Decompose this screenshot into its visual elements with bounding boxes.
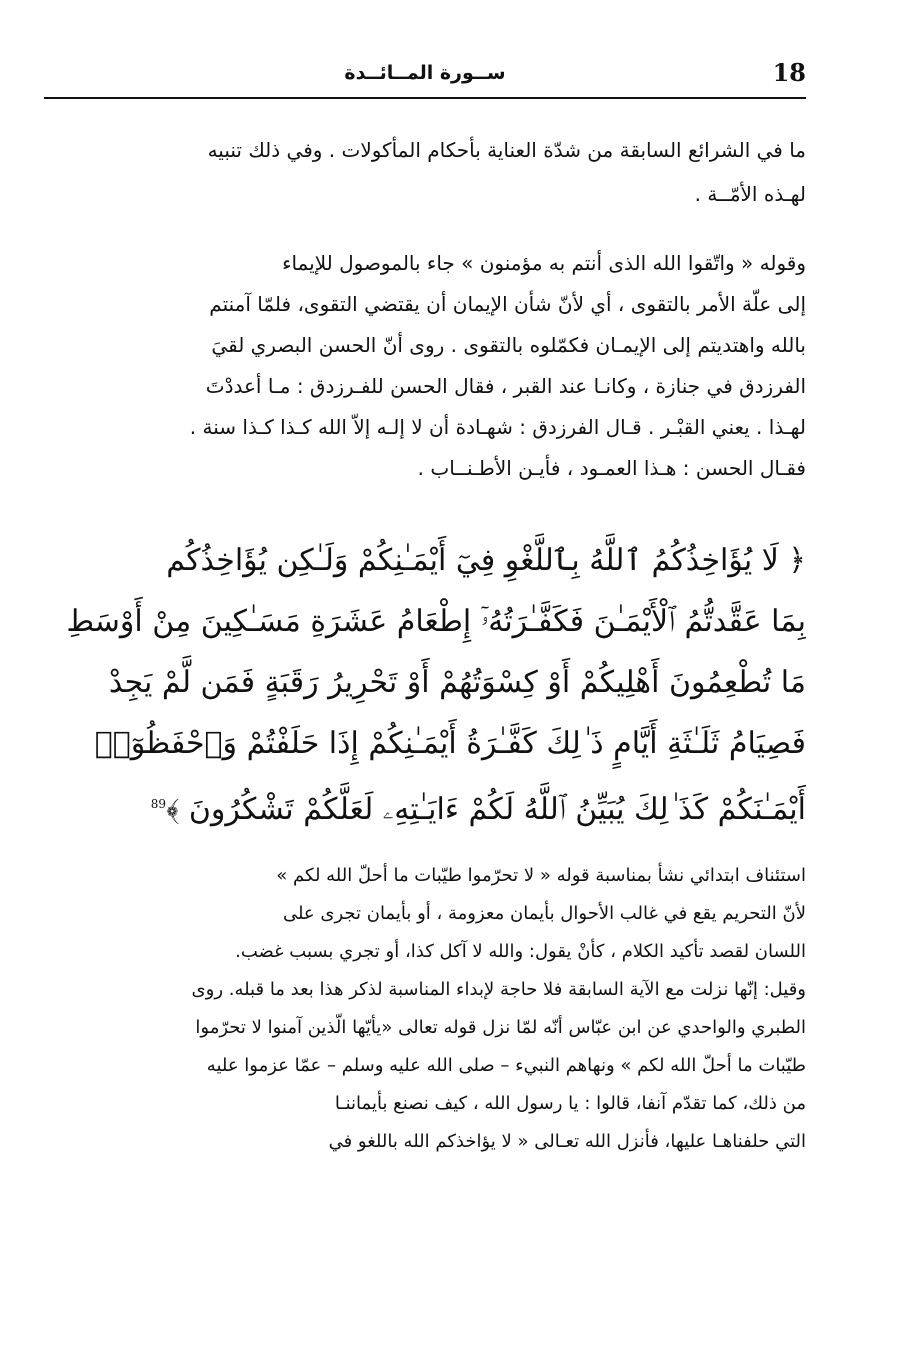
text-line: إلى علّة الأمر بالتقوى ، أي لأنّ شأن الإيمان أن يقتضي التقوى، فلمّا آمنتم [209,292,806,316]
commentary-paragraph-2 [44,857,806,1161]
verse-number: 89 [150,797,167,811]
verse-line: فَصِيَامُ ثَلَـٰثَةِ أَيَّامٍ ذَ ٰلِكَ كَفَّـٰرَةُ أَيْمَـٰنِكُمْ إِذَا حَلَفْتُمْ وَٱحْفَظُوٓا۟ [94,726,806,761]
text-line: اللسان لقصد تأكيد الكلام ، كأنْ يقول: والله لا آكل كذا، أو تجري بسبب غضب. [235,941,806,962]
intro-paragraph [44,128,806,216]
text-line: بالله واهتديتم إلى الإيمـان فكمّلوه بالتقوى . روى أنّ الحسن البصري لقيَ [211,333,806,357]
page-number: 18 [772,58,806,87]
verse-text: أَيْمَـٰنَكُمْ كَذَ ٰلِكَ يُبَيِّنُ ٱللَّهُ لَكُمْ ءَايَـٰتِهِۦ لَعَلَّكُمْ تَشْكُرُونَ ﴾ [166,792,806,827]
commentary-paragraph-1 [44,243,806,489]
text-line: ما في الشرائع السابقة من شدّة العناية بأحكام المأكولات . وفي ذلك تنبيه [207,138,806,162]
header-divider [44,97,806,99]
verse-line: ﴿ لَا يُؤَاخِذُكُمُ ٱللَّهُ بِٱللَّغْوِ فِيٓ أَيْمَـٰنِكُمْ وَلَـٰكِن يُؤَاخِذُكُم [166,543,806,578]
running-title: ســورة المــائــدة [344,62,506,84]
verse-line: مَا تُطْعِمُونَ أَهْلِيكُمْ أَوْ كِسْوَتُهُمْ أَوْ تَحْرِيرُ رَقَبَةٍ فَمَن لَّمْ يَجِدْ [108,665,806,700]
text-line: التي حلفناهـا عليها، فأنزل الله تعـالى « لا يؤاخذكم الله باللغو في [328,1131,806,1152]
text-line: فقـال الحسن : هـذا العمـود ، فأيـن الأطـنــاب . [417,456,806,480]
page-header [44,56,806,96]
quran-verse [36,530,806,840]
text-line: الطبري والواحدي عن ابن عبّاس أنّه لمّا نزل قوله تعالى «يأيّها الّذين آمنوا لا تحرّموا [195,1017,806,1038]
text-line: وقوله « واتّقوا الله الذى أنتم به مؤمنون » جاء بالموصول للإيماء [282,251,806,275]
text-line: وقيل: إنّها نزلت مع الآية السابقة فلا حاجة لإبداء المناسبة لذكر هذا بعد ما قبله. روى [191,979,806,1000]
text-line: الفرزدق في جنازة ، وكانـا عند القبر ، فقال الحسن للفـرزدق : مـا أعددْتَ [205,374,806,398]
text-line: استئناف ابتدائي نشأ بمناسبة قوله « لا تحرّموا طيّبات ما أحلّ الله لكم » [276,865,806,886]
text-line: طيّبات ما أحلّ الله لكم » ونهاهم النبيء – صلى الله عليه وسلم – عمّا عزموا عليه [206,1055,806,1076]
text-line: لهـذا . يعني القبْـر . قـال الفرزدق : شهـادة أن لا إلـه إلاّ الله كـذا كـذا سنة . [189,415,806,439]
text-line: من ذلك، كما تقدّم آنفا، قالوا : يا رسول الله ، كيف نصنع بأيماننـا [334,1093,806,1114]
verse-line-last [36,774,806,840]
text-line: لهـذه الأمّــة . [694,182,806,206]
text-line: لأنّ التحريم يقع في غالب الأحوال بأيمان معزومة ، أو بأيمان تجرى على [282,903,806,924]
verse-line: بِمَا عَقَّدتُّمُ ٱلْأَيْمَـٰنَ فَكَفَّـٰرَتُهُۥٓ إِطْعَامُ عَشَرَةِ مَسَـٰكِينَ مِنْ أَوْسَطِ [66,604,806,639]
